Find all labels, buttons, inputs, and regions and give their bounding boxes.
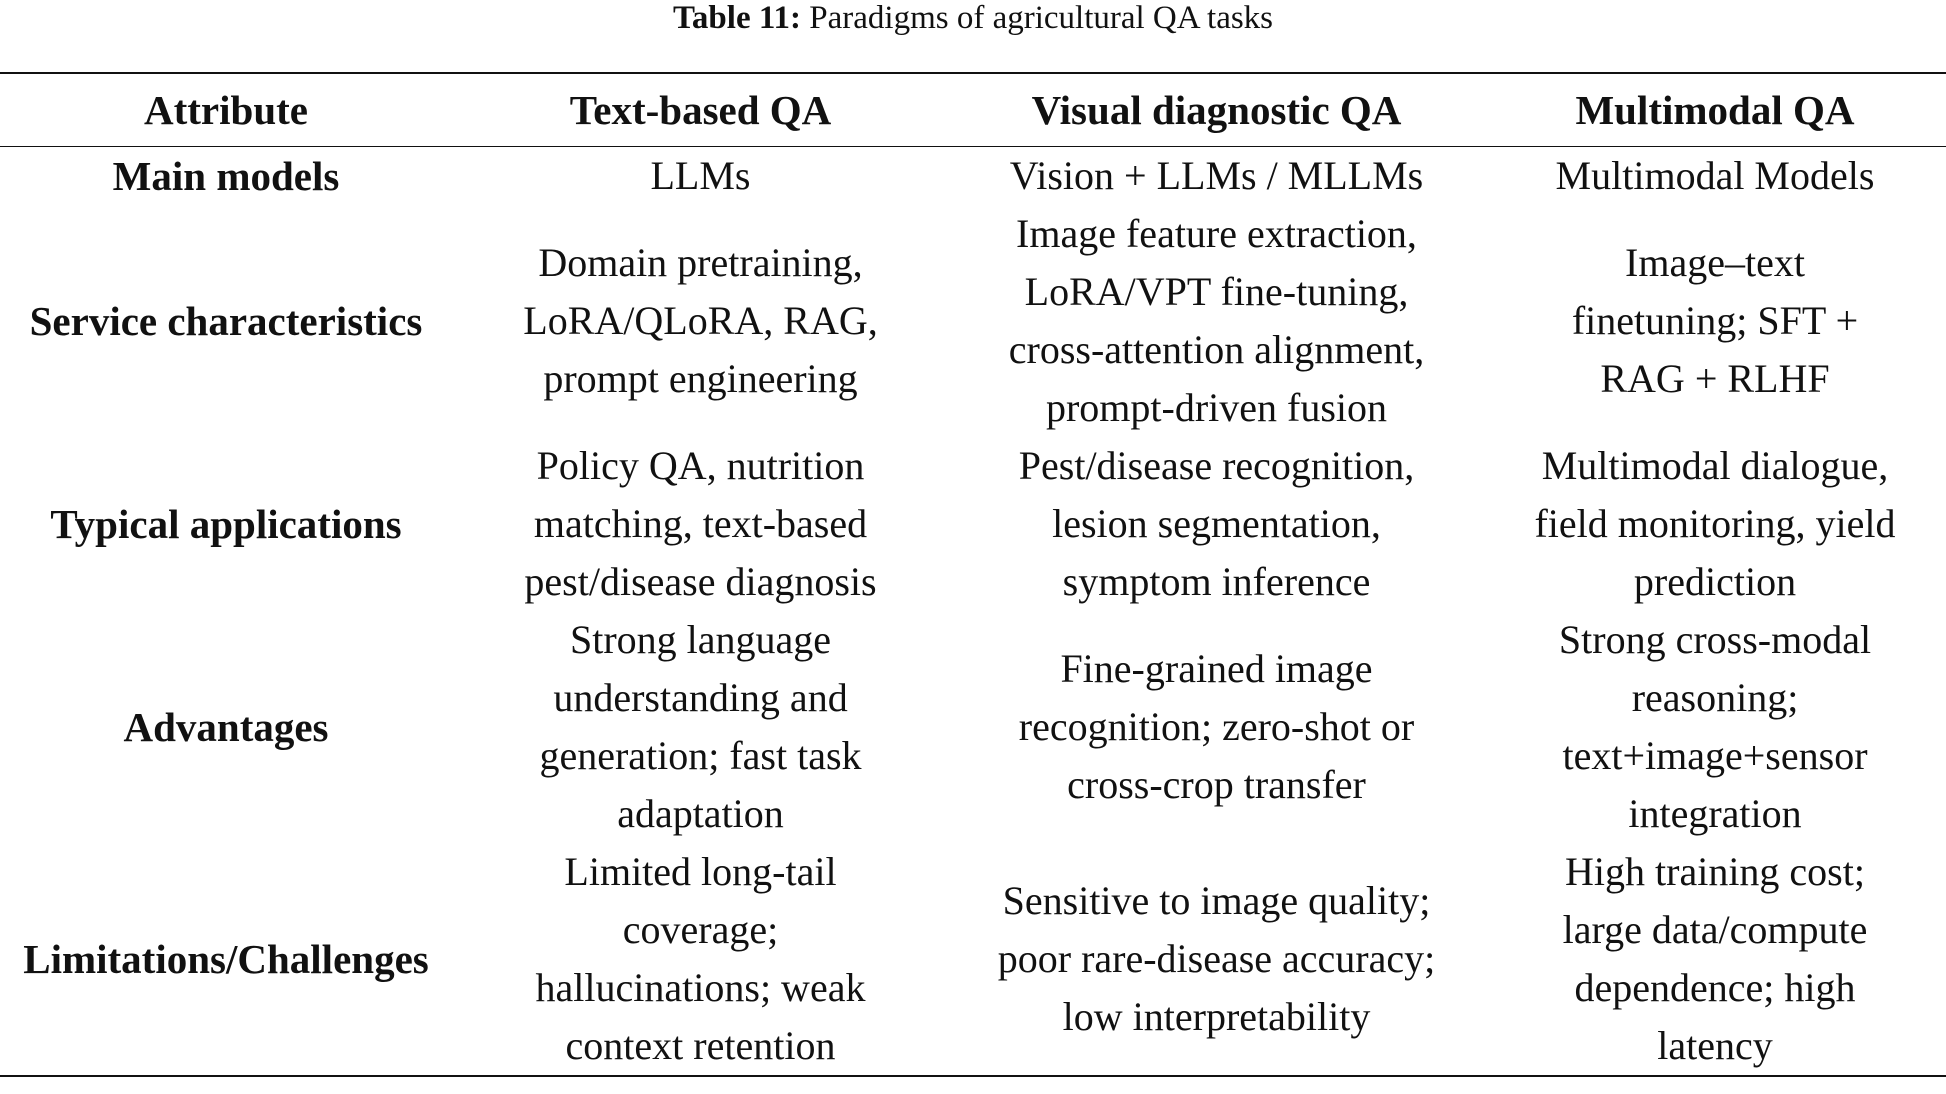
cell-line: Vision + LLMs / MLLMs bbox=[1009, 153, 1424, 198]
cell-visual-diagnostic-qa bbox=[949, 147, 1484, 206]
cell-line: LoRA/VPT fine-tuning, bbox=[1024, 269, 1409, 314]
cell-visual-diagnostic-qa bbox=[949, 205, 1484, 437]
table-row bbox=[0, 205, 1946, 437]
cell-line: lesion segmentation, bbox=[1052, 501, 1381, 546]
cell-line: generation; fast task bbox=[539, 733, 862, 778]
cell-line: Strong cross-modal bbox=[1558, 617, 1872, 662]
cell-visual-diagnostic-qa bbox=[949, 437, 1484, 611]
cell-line: symptom inference bbox=[1062, 559, 1371, 604]
cell-line: Policy QA, nutrition bbox=[536, 443, 865, 488]
table-body bbox=[0, 147, 1946, 1077]
cell-multimodal-qa bbox=[1484, 147, 1946, 206]
cell-line: latency bbox=[1657, 1023, 1773, 1068]
cell-line: context retention bbox=[565, 1023, 836, 1068]
cell-text-based-qa bbox=[452, 437, 949, 611]
cell-line: dependence; high bbox=[1574, 965, 1856, 1010]
table-row bbox=[0, 147, 1946, 206]
cell-line: prompt engineering bbox=[543, 356, 858, 401]
cell-text-based-qa bbox=[452, 611, 949, 843]
table-caption bbox=[0, 0, 1946, 40]
cell-line: Domain pretraining, bbox=[538, 240, 863, 285]
row-attribute: Service characteristics bbox=[29, 298, 423, 344]
cell-line: recognition; zero-shot or bbox=[1018, 704, 1415, 749]
paradigms-table-container bbox=[0, 72, 1946, 1077]
table-row bbox=[0, 611, 1946, 843]
cell-line: Limited long-tail bbox=[564, 849, 837, 894]
cell-line: Image feature extraction, bbox=[1016, 211, 1417, 256]
cell-line: finetuning; SFT + bbox=[1571, 298, 1859, 343]
cell-visual-diagnostic-qa bbox=[949, 611, 1484, 843]
cell-line: low interpretability bbox=[1062, 994, 1371, 1039]
cell-line: Multimodal dialogue, bbox=[1541, 443, 1889, 488]
header-multimodal-qa: Multimodal QA bbox=[1575, 87, 1855, 133]
cell-line: poor rare-disease accuracy; bbox=[997, 936, 1436, 981]
cell-multimodal-qa bbox=[1484, 843, 1946, 1076]
cell-line: LoRA/QLoRA, RAG, bbox=[523, 298, 878, 343]
cell-line: field monitoring, yield bbox=[1534, 501, 1896, 546]
cell-text-based-qa bbox=[452, 843, 949, 1076]
table-caption-text: Paradigms of agricultural QA tasks bbox=[809, 0, 1274, 36]
cell-line: LLMs bbox=[650, 153, 751, 198]
cell-multimodal-qa bbox=[1484, 611, 1946, 843]
cell-line: prompt-driven fusion bbox=[1045, 385, 1388, 430]
header-text-based-qa: Text-based QA bbox=[569, 87, 832, 133]
cell-line: text+image+sensor bbox=[1562, 733, 1868, 778]
cell-line: cross-attention alignment, bbox=[1008, 327, 1425, 372]
header-visual-diagnostic-qa: Visual diagnostic QA bbox=[1031, 87, 1402, 133]
cell-line: Pest/disease recognition, bbox=[1018, 443, 1415, 488]
cell-multimodal-qa bbox=[1484, 437, 1946, 611]
row-attribute: Main models bbox=[112, 153, 340, 199]
cell-line: Image–text bbox=[1625, 240, 1805, 285]
cell-line: Sensitive to image quality; bbox=[1002, 878, 1431, 923]
cell-line: understanding and bbox=[553, 675, 848, 720]
row-attribute: Advantages bbox=[123, 704, 329, 750]
cell-line: reasoning; bbox=[1631, 675, 1799, 720]
cell-line: Fine-grained image bbox=[1060, 646, 1373, 691]
cell-line: cross-crop transfer bbox=[1067, 762, 1366, 807]
cell-line: prediction bbox=[1633, 559, 1797, 604]
cell-line: pest/disease diagnosis bbox=[524, 559, 877, 604]
cell-line: High training cost; bbox=[1565, 849, 1865, 894]
cell-visual-diagnostic-qa bbox=[949, 843, 1484, 1076]
cell-text-based-qa bbox=[452, 147, 949, 206]
row-attribute: Limitations/Challenges bbox=[23, 936, 429, 982]
cell-line: coverage; bbox=[622, 907, 779, 952]
cell-line: Multimodal Models bbox=[1555, 153, 1875, 198]
table-header bbox=[0, 73, 1946, 147]
cell-line: large data/compute bbox=[1562, 907, 1868, 952]
cell-line: Strong language bbox=[569, 617, 832, 662]
cell-line: integration bbox=[1628, 791, 1802, 836]
table-row bbox=[0, 437, 1946, 611]
table-row bbox=[0, 843, 1946, 1076]
cell-multimodal-qa bbox=[1484, 205, 1946, 437]
cell-line: adaptation bbox=[617, 791, 784, 836]
cell-line: hallucinations; weak bbox=[535, 965, 866, 1010]
header-row bbox=[0, 73, 1946, 147]
cell-text-based-qa bbox=[452, 205, 949, 437]
paradigms-table bbox=[0, 72, 1946, 1077]
row-attribute: Typical applications bbox=[50, 501, 402, 547]
cell-line: RAG + RLHF bbox=[1600, 356, 1830, 401]
cell-line: matching, text-based bbox=[533, 501, 868, 546]
header-attribute: Attribute bbox=[144, 87, 308, 133]
table-caption-label: Table 11: bbox=[672, 0, 802, 36]
